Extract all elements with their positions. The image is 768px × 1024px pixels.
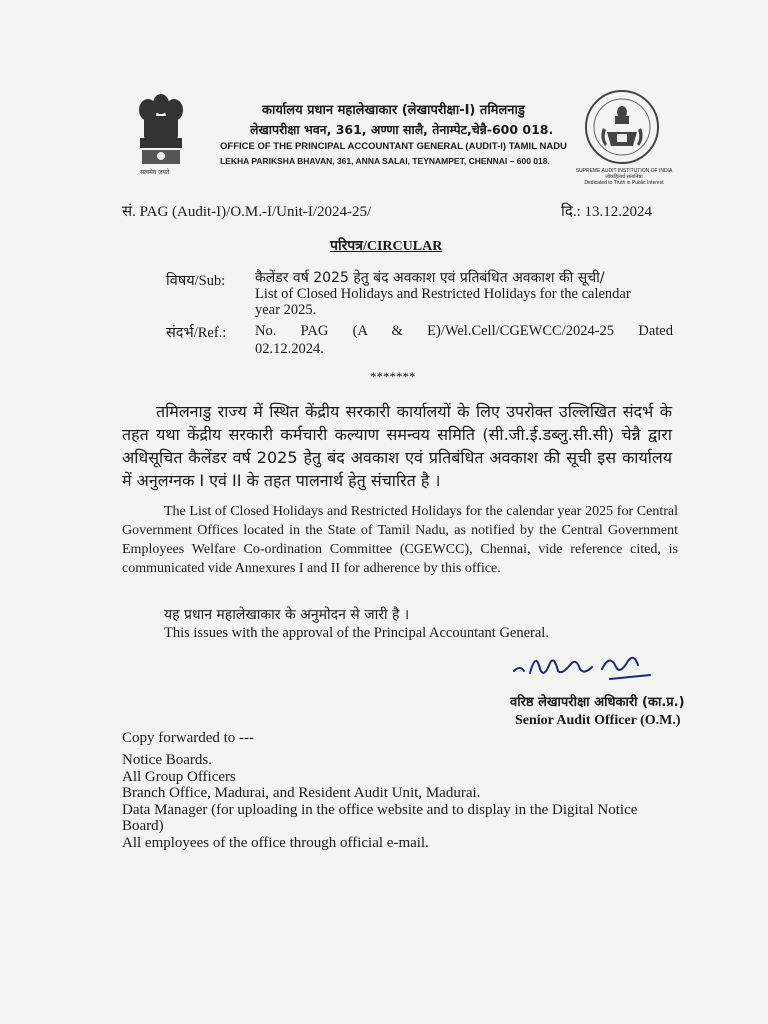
copy-forwarded-heading: Copy forwarded to ---: [122, 730, 255, 746]
subject-text: [255, 270, 675, 318]
office-address-hindi: लेखापरीक्षा भवन, 361, अण्णा सालै, तेनाम्पेट,चेन्नै-600 018.: [250, 122, 554, 137]
document-date: दि.: 13.12.2024: [561, 204, 653, 220]
approval-note-english: This issues with the approval of the Principal Accountant General.: [164, 625, 549, 641]
list-item: Notice Boards.: [122, 752, 212, 768]
office-name-hindi: कार्यालय प्रधान महालेखाकार (लेखापरीक्षा-I) तमिलनाडु: [262, 103, 525, 118]
emblem-caption: सत्यमेव जयते: [140, 169, 170, 176]
document-title: परिपत्र/CIRCULAR: [330, 239, 443, 254]
separator: *******: [370, 369, 416, 384]
seal-caption-line-3: Dedicated to Truth in Public Interest: [584, 180, 664, 186]
seal-caption-line-2: लोकहितार्थ सत्यनिष्ठा: [605, 174, 643, 180]
body-paragraph-hindi: तमिलनाडु राज्य में स्थित केंद्रीय सरकारी कार्यालयों के लिए उपरोक्त उल्लिखित संदर्भ के तहत यथा केंद्रीय सरकारी कर्मचारी कल्याण समन्वय समिति (सी.जी.ई.डब्लु.सी.सी) चेन्नै द्वारा अधिसूचित कैलेंडर वर्ष 2025 हेतु बंद अवकाश एवं प्रतिबंधित अवकाश की सूची इस कार्यालय में अनुलग्नक I एवं II के तहत पालनार्थ हेतु संचारित है ।: [122, 402, 672, 490]
subject-english-line-2: year 2025.: [255, 302, 317, 318]
seal-caption-line-1: SUPREME AUDIT INSTITUTION OF INDIA: [575, 168, 673, 174]
reference-number: सं. PAG (Audit-I)/O.M.-I/Unit-I/2024-25/: [122, 204, 372, 220]
list-item: Branch Office, Madurai, and Resident Audit Unit, Madurai.: [122, 785, 481, 801]
office-address-english: LEKHA PARIKSHA BHAVAN, 361, ANNA SALAI, TEYNAMPET, CHENNAI – 600 018.: [220, 156, 550, 166]
designation-english: Senior Audit Officer (O.M.): [515, 713, 681, 728]
signature-icon: [510, 645, 660, 685]
body-paragraph-english: The List of Closed Holidays and Restricted Holidays for the calendar year 2025 for Central Government Offices located in the State of Tamil Nadu, as notified by the Central Government Employees Welfare Co-ordination Committee (CGEWCC), Chennai, vide reference cited, is communicated vide Annexures I and II for adherence by this office.: [122, 504, 678, 576]
reference-label: संदर्भ/Ref.:: [166, 325, 227, 341]
subject-hindi: कैलेंडर वर्ष 2025 हेतु बंद अवकाश एवं प्रतिबंधित अवकाश की सूची/: [255, 270, 605, 286]
reference-line-2: 02.12.2024.: [255, 341, 324, 357]
seal-caption: [566, 168, 682, 186]
reference-line-1: No. PAG (A & E)/Wel.Cell/CGEWCC/2024-25 Dated: [255, 323, 673, 339]
reference-text: [255, 322, 673, 358]
list-item: All Group Officers: [122, 768, 236, 785]
designation-hindi: वरिष्ठ लेखापरीक्षा अधिकारी (का.प्र.): [510, 695, 685, 710]
subject-english-line-1: List of Closed Holidays and Restricted Holidays for the calendar: [255, 286, 631, 302]
list-item: All employees of the office through official e-mail.: [122, 834, 429, 851]
list-item: Data Manager (for uploading in the office website and to display in the Digital Notice Board): [122, 801, 638, 834]
approval-note-hindi: यह प्रधान महालेखाकार के अनुमोदन से जारी है ।: [164, 607, 410, 623]
subject-label: विषय/Sub:: [166, 273, 226, 289]
office-name-english: OFFICE OF THE PRINCIPAL ACCOUNTANT GENERAL (AUDIT-I) TAMIL NADU: [220, 141, 567, 152]
copy-recipient-list: [122, 752, 642, 851]
cag-seal-icon: [583, 88, 661, 166]
national-emblem-icon: [130, 90, 192, 178]
